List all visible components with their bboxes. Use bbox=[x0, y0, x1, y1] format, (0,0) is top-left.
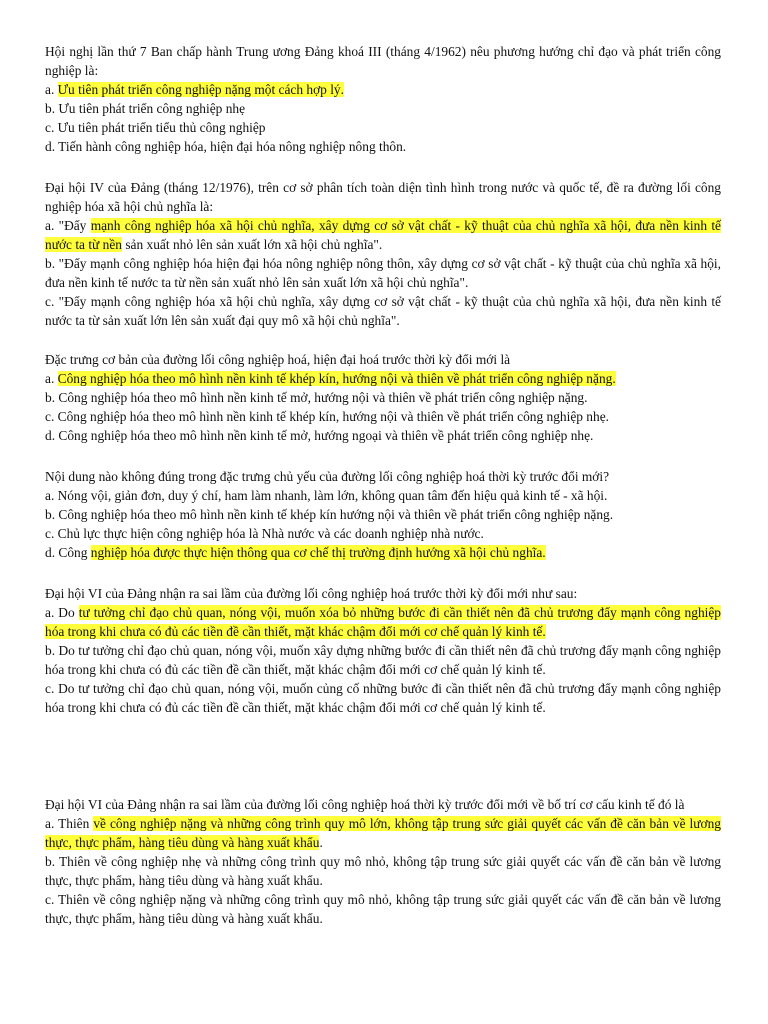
answer-option: b. Công nghiệp hóa theo mô hình nền kinh tế khép kín hướng nội và thiên về phát triển công nghiệp nặng. bbox=[45, 507, 614, 522]
answer-option: a. Nóng vội, giản đơn, duy ý chí, ham làm nhanh, làm lớn, không quan tâm đến hiệu quả kinh tế - xã hội. bbox=[45, 488, 608, 503]
answer-option: c. Công nghiệp hóa theo mô hình nền kinh tế khép kín, hướng nội và thiên về phát triển công nghiệp nhẹ. bbox=[45, 409, 609, 424]
answer-option: b. Thiên về công nghiệp nhẹ và những công trình quy mô nhỏ, không tập trung sức giải quyết các vấn đề căn bản về lương thực, thực phẩm, hàng tiêu dùng và hàng xuất khẩu. bbox=[45, 854, 721, 888]
question-block bbox=[45, 178, 721, 330]
highlighted-answer: nghiệp hóa được thực hiện thông qua cơ chế thị trường định hướng xã hội chủ nghĩa. bbox=[90, 545, 546, 560]
answer-option: c. Chủ lực thực hiện công nghiệp hóa là Nhà nước và các doanh nghiệp nhà nước. bbox=[45, 526, 484, 541]
answer-option: c. Thiên về công nghiệp nặng và những công trình quy mô nhỏ, không tập trung sức giải quyết các vấn đề căn bản về lương thực, thực phẩm, hàng tiêu dùng và hàng xuất khẩu. bbox=[45, 892, 721, 926]
answer-option: a. Ưu tiên phát triển công nghiệp nặng một cách hợp lý. bbox=[45, 82, 344, 97]
highlighted-answer: tư tưởng chỉ đạo chủ quan, nóng vội, muốn xóa bỏ những bước đi cần thiết nên đã chủ trương đẩy mạnh công nghiệp hóa trong khi chưa có đủ các tiền đề cần thiết, mặt khác chậm đổi mới cơ chế quản lý kinh tế. bbox=[45, 605, 721, 639]
answer-option: d. Công nghiệp hóa được thực hiện thông qua cơ chế thị trường định hướng xã hội chủ nghĩa. bbox=[45, 545, 546, 560]
answer-option: d. Tiến hành công nghiệp hóa, hiện đại hóa nông nghiệp nông thôn. bbox=[45, 139, 407, 154]
highlighted-answer: về công nghiệp nặng và những công trình quy mô lớn, không tập trung sức giải quyết các vấn đề căn bản về lương thực, thực phẩm, hàng tiêu dùng và hàng xuất khẩu bbox=[45, 816, 722, 850]
question-block bbox=[45, 584, 721, 717]
answer-option: c. Do tư tưởng chỉ đạo chủ quan, nóng vội, muốn củng cố những bước đi cần thiết nên đã chủ trương đẩy mạnh công nghiệp hóa trong khi chưa có đủ các tiền đề cần thiết, mặt khác chậm đổi mới cơ chế quản lý kinh tế. bbox=[45, 681, 721, 715]
question-stem: Nội dung nào không đúng trong đặc trưng chủ yếu của đường lối công nghiệp hoá thời kỳ trước đổi mới? bbox=[45, 469, 610, 484]
question-stem: Đại hội IV của Đảng (tháng 12/1976), trên cơ sở phân tích toàn diện tình hình trong nước và quốc tế, đề ra đường lối công nghiệp hóa xã hội chủ nghĩa là: bbox=[45, 180, 721, 214]
question-block bbox=[45, 350, 721, 445]
answer-option: b. "Đẩy mạnh công nghiệp hóa hiện đại hóa nông nghiệp nông thôn, xây dựng cơ sở vật chất - kỹ thuật của chủ nghĩa xã hội, đưa nền kinh tế nước ta từ nền sản xuất nhỏ lên sản xuất lớn xã hội chủ nghĩa". bbox=[45, 256, 721, 290]
highlighted-answer: Ưu tiên phát triển công nghiệp nặng một cách hợp lý. bbox=[57, 82, 344, 97]
answer-option: c. "Đẩy mạnh công nghiệp hóa xã hội chủ nghĩa, xây dựng cơ sở vật chất - kỹ thuật của chủ nghĩa xã hội, đưa nền kinh tế nước ta từ sản xuất lớn lên sản xuất đại quy mô xã hội chủ nghĩa". bbox=[45, 294, 721, 328]
answer-option: a. Công nghiệp hóa theo mô hình nền kinh tế khép kín, hướng nội và thiên về phát triển công nghiệp nặng. bbox=[45, 371, 616, 386]
answer-option: c. Ưu tiên phát triển tiểu thủ công nghiệp bbox=[45, 120, 266, 135]
question-stem: Đại hội VI của Đảng nhận ra sai lầm của đường lối công nghiệp hoá thời kỳ trước đổi mới về bố trí cơ cấu kinh tế đó là bbox=[45, 797, 685, 812]
question-block bbox=[45, 42, 721, 156]
answer-option: d. Công nghiệp hóa theo mô hình nền kinh tế mở, hướng ngoại và thiên về phát triển công nghiệp nhẹ. bbox=[45, 428, 594, 443]
question-block bbox=[45, 795, 721, 928]
answer-option: a. Thiên về công nghiệp nặng và những công trình quy mô lớn, không tập trung sức giải quyết các vấn đề căn bản về lương thực, thực phẩm, hàng tiêu dùng và hàng xuất khẩu. bbox=[45, 816, 722, 850]
question-block bbox=[45, 467, 721, 562]
answer-option: a. Do tư tưởng chỉ đạo chủ quan, nóng vội, muốn xóa bỏ những bước đi cần thiết nên đã chủ trương đẩy mạnh công nghiệp hóa trong khi chưa có đủ các tiền đề cần thiết, mặt khác chậm đổi mới cơ chế quản lý kinh tế. bbox=[45, 605, 721, 639]
answer-option: b. Ưu tiên phát triển công nghiệp nhẹ bbox=[45, 101, 246, 116]
answer-option: a. "Đẩy mạnh công nghiệp hóa xã hội chủ nghĩa, xây dựng cơ sở vật chất - kỹ thuật của chủ nghĩa xã hội, đưa nền kinh tế nước ta từ nền sản xuất nhỏ lên sản xuất lớn xã hội chủ nghĩa". bbox=[45, 218, 721, 252]
highlighted-answer: Công nghiệp hóa theo mô hình nền kinh tế khép kín, hướng nội và thiên về phát triển công nghiệp nặng. bbox=[57, 371, 616, 386]
highlighted-answer: mạnh công nghiệp hóa xã hội chủ nghĩa, xây dựng cơ sở vật chất - kỹ thuật của chủ nghĩa xã hội, đưa nền kinh tế nước ta từ nền bbox=[45, 218, 721, 252]
answer-option: b. Do tư tưởng chỉ đạo chủ quan, nóng vội, muốn xây dựng những bước đi cần thiết nên đã chủ trương đẩy mạnh công nghiệp hóa trong khi chưa có đủ các tiền đề cần thiết, mặt khác chậm đổi mới cơ chế quản lý kinh tế. bbox=[45, 643, 721, 677]
question-stem: Đặc trưng cơ bản của đường lối công nghiệp hoá, hiện đại hoá trước thời kỳ đổi mới là bbox=[45, 352, 511, 367]
question-stem: Đại hội VI của Đảng nhận ra sai lầm của đường lối công nghiệp hoá trước thời kỳ đổi mới như sau: bbox=[45, 586, 578, 601]
answer-option: b. Công nghiệp hóa theo mô hình nền kinh tế mở, hướng nội và thiên về phát triển công nghiệp nặng. bbox=[45, 390, 588, 405]
question-stem: Hội nghị lần thứ 7 Ban chấp hành Trung ương Đảng khoá III (tháng 4/1962) nêu phương hướng chỉ đạo và phát triển công nghiệp là: bbox=[45, 44, 721, 78]
